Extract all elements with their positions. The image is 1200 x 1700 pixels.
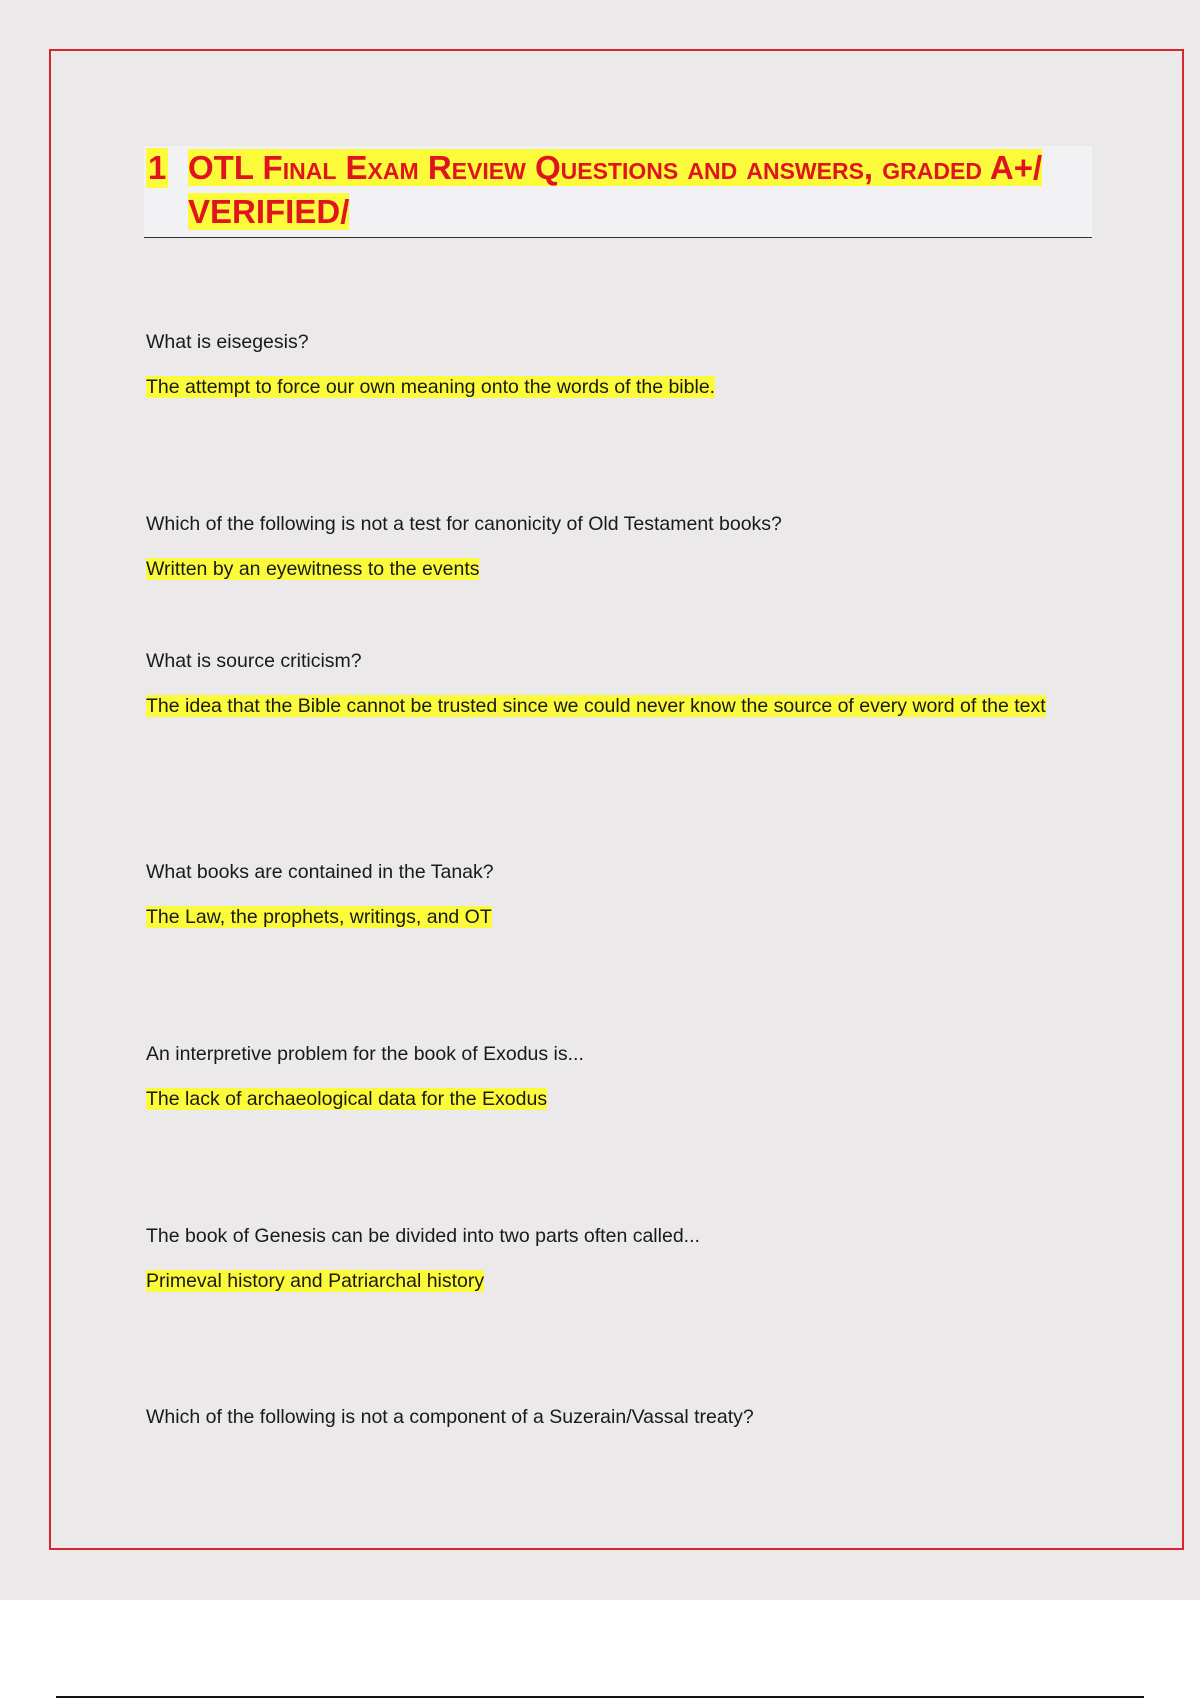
heading-number: 1: [148, 149, 167, 186]
answer-text: [146, 373, 1066, 401]
answer-text: [146, 903, 1066, 931]
page-border: [49, 49, 1184, 1550]
qa-item-4: [146, 858, 1066, 931]
document-title-text: OTL Final Exam Review Questions and answers, graded A+/ VERIFIED/: [188, 149, 1043, 230]
answer-text: [146, 1085, 1066, 1113]
question-text: Which of the following is not a component of a Suzerain/Vassal treaty?: [146, 1406, 754, 1428]
qa-item-5: [146, 1040, 1066, 1113]
qa-item-7: [146, 1403, 1066, 1431]
answer-highlight: Primeval history and Patriarchal history: [146, 1270, 485, 1292]
answer-text: [146, 1267, 1066, 1295]
answer-text: [146, 692, 1066, 720]
question-text: An interpretive problem for the book of Exodus is...: [146, 1043, 584, 1065]
answer-highlight: The lack of archaeological data for the Exodus: [146, 1088, 548, 1110]
answer-highlight: The attempt to force our own meaning onto the words of the bible.: [146, 376, 716, 398]
qa-item-6: [146, 1222, 1066, 1295]
question-text: What books are contained in the Tanak?: [146, 861, 494, 883]
qa-item-2: [146, 510, 1066, 583]
qa-item-1: [146, 328, 1066, 401]
question-text: Which of the following is not a test for canonicity of Old Testament books?: [146, 513, 782, 535]
qa-item-3: [146, 647, 1066, 720]
answer-highlight: Written by an eyewitness to the events: [146, 558, 480, 580]
document-title: [188, 146, 1088, 234]
answer-highlight: The Law, the prophets, writings, and OT: [146, 906, 492, 928]
question-text: The book of Genesis can be divided into two parts often called...: [146, 1225, 700, 1247]
answer-text: [146, 555, 1066, 583]
question-text: What is source criticism?: [146, 650, 362, 672]
answer-highlight: The idea that the Bible cannot be trusted since we could never know the source of every word of the text: [146, 695, 1046, 717]
question-text: What is eisegesis?: [146, 331, 309, 353]
footer-divider: [56, 1696, 1144, 1698]
